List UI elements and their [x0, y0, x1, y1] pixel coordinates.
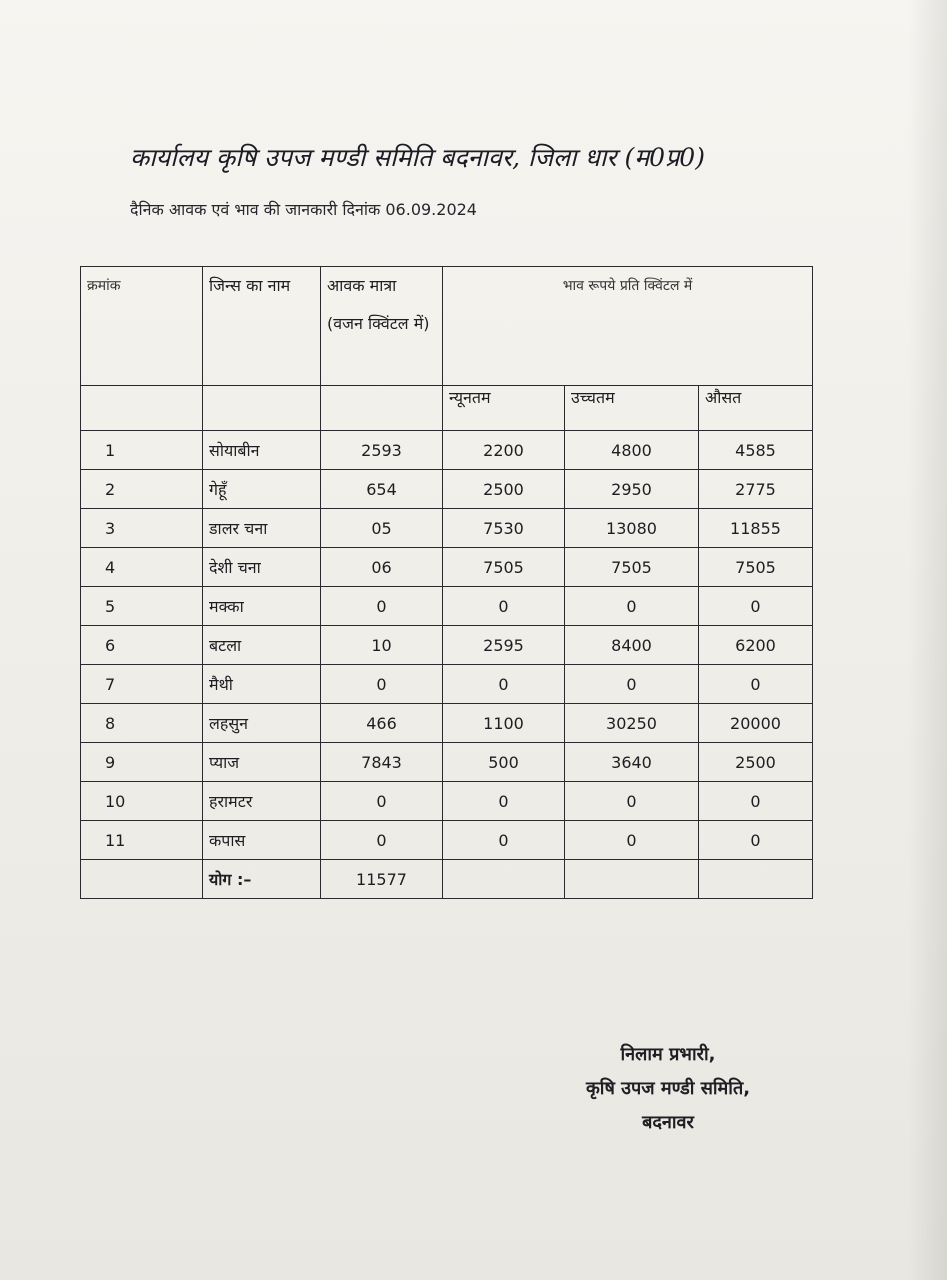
table-subheader-row: [81, 386, 813, 431]
min-price-cell: 0: [443, 665, 565, 704]
commodity-name-cell: प्याज: [203, 743, 321, 782]
arrival-qty-cell: 466: [321, 704, 443, 743]
signature-line-office: कृषि उपज मण्डी समिति,: [585, 1078, 751, 1099]
table-header-row: [81, 267, 813, 386]
page-edge-shadow: [907, 0, 947, 1280]
arrival-qty-cell: 0: [321, 587, 443, 626]
avg-price-cell: 0: [699, 821, 813, 860]
max-price-cell: 3640: [565, 743, 699, 782]
avg-price-cell: 7505: [699, 548, 813, 587]
serial-number-cell: 10: [81, 782, 203, 821]
avg-price-cell: 6200: [699, 626, 813, 665]
min-price-cell: 2500: [443, 470, 565, 509]
max-price-cell: 8400: [565, 626, 699, 665]
serial-number-cell: 6: [81, 626, 203, 665]
table-row: [81, 821, 813, 860]
max-price-cell: 13080: [565, 509, 699, 548]
table-row: [81, 548, 813, 587]
avg-price-cell: 4585: [699, 431, 813, 470]
avg-price-cell: 2775: [699, 470, 813, 509]
max-price-cell: 4800: [565, 431, 699, 470]
commodity-name-cell: लहसुन: [203, 704, 321, 743]
commodity-name-cell: देशी चना: [203, 548, 321, 587]
arrival-qty-cell: 0: [321, 782, 443, 821]
table-row: [81, 626, 813, 665]
report-subtitle: दैनिक आवक एवं भाव की जानकारी दिनांक 06.09.2024: [130, 200, 477, 219]
total-empty-avg: [699, 860, 813, 899]
min-price-cell: 0: [443, 821, 565, 860]
max-price-cell: 0: [565, 782, 699, 821]
avg-price-cell: 11855: [699, 509, 813, 548]
arrival-qty-cell: 0: [321, 821, 443, 860]
min-price-cell: 1100: [443, 704, 565, 743]
min-price-cell: 7505: [443, 548, 565, 587]
header-min-price: न्यूनतम: [443, 386, 565, 431]
max-price-cell: 2950: [565, 470, 699, 509]
signature-line-title: निलाम प्रभारी,: [620, 1044, 716, 1065]
total-empty-min: [443, 860, 565, 899]
header-commodity-name: जिन्स का नाम: [203, 267, 321, 386]
table-row: [81, 665, 813, 704]
min-price-cell: 500: [443, 743, 565, 782]
commodity-name-cell: कपास: [203, 821, 321, 860]
min-price-cell: 2595: [443, 626, 565, 665]
commodity-name-cell: मैथी: [203, 665, 321, 704]
table-row: [81, 587, 813, 626]
serial-number-cell: 2: [81, 470, 203, 509]
avg-price-cell: 2500: [699, 743, 813, 782]
min-price-cell: 2200: [443, 431, 565, 470]
serial-number-cell: 7: [81, 665, 203, 704]
arrival-qty-cell: 05: [321, 509, 443, 548]
min-price-cell: 0: [443, 782, 565, 821]
table-row: [81, 704, 813, 743]
signature-block: [548, 1038, 788, 1140]
table-row: [81, 782, 813, 821]
table-row: [81, 509, 813, 548]
header-serial: क्रमांक: [81, 267, 203, 386]
commodity-name-cell: बटला: [203, 626, 321, 665]
avg-price-cell: 0: [699, 665, 813, 704]
serial-number-cell: 8: [81, 704, 203, 743]
serial-number-cell: 1: [81, 431, 203, 470]
serial-number-cell: 9: [81, 743, 203, 782]
table-row: [81, 743, 813, 782]
max-price-cell: 0: [565, 665, 699, 704]
commodity-name-cell: गेहूँ: [203, 470, 321, 509]
serial-number-cell: 4: [81, 548, 203, 587]
total-row: [81, 860, 813, 899]
commodity-name-cell: सोयाबीन: [203, 431, 321, 470]
max-price-cell: 0: [565, 821, 699, 860]
table-row: [81, 431, 813, 470]
arrival-qty-cell: 7843: [321, 743, 443, 782]
subheader-empty-serial: [81, 386, 203, 431]
avg-price-cell: 0: [699, 587, 813, 626]
header-max-price: उच्चतम: [565, 386, 699, 431]
subheader-empty-name: [203, 386, 321, 431]
avg-price-cell: 0: [699, 782, 813, 821]
rates-table: [80, 266, 813, 899]
arrival-qty-cell: 10: [321, 626, 443, 665]
table-body: [81, 431, 813, 860]
subheader-empty-arrival: [321, 386, 443, 431]
commodity-name-cell: मक्का: [203, 587, 321, 626]
table-row: [81, 470, 813, 509]
arrival-qty-cell: 06: [321, 548, 443, 587]
header-arrival-qty: आवक मात्रा (वजन क्विंटल में): [321, 267, 443, 386]
total-empty-max: [565, 860, 699, 899]
commodity-name-cell: हरामटर: [203, 782, 321, 821]
arrival-qty-cell: 2593: [321, 431, 443, 470]
total-arrival: 11577: [321, 860, 443, 899]
max-price-cell: 30250: [565, 704, 699, 743]
serial-number-cell: 3: [81, 509, 203, 548]
max-price-cell: 0: [565, 587, 699, 626]
total-empty-serial: [81, 860, 203, 899]
max-price-cell: 7505: [565, 548, 699, 587]
header-avg-price: औसत: [699, 386, 813, 431]
serial-number-cell: 11: [81, 821, 203, 860]
total-label: योग :–: [203, 860, 321, 899]
commodity-name-cell: डालर चना: [203, 509, 321, 548]
office-title: कार्यालय कृषि उपज मण्डी समिति बदनावर, जिला धार (म0प्र0): [130, 143, 705, 172]
avg-price-cell: 20000: [699, 704, 813, 743]
arrival-qty-cell: 0: [321, 665, 443, 704]
arrival-qty-cell: 654: [321, 470, 443, 509]
signature-line-place: बदनावर: [642, 1112, 694, 1133]
min-price-cell: 7530: [443, 509, 565, 548]
serial-number-cell: 5: [81, 587, 203, 626]
header-price-group: भाव रूपये प्रति क्विंटल में: [443, 267, 813, 386]
min-price-cell: 0: [443, 587, 565, 626]
